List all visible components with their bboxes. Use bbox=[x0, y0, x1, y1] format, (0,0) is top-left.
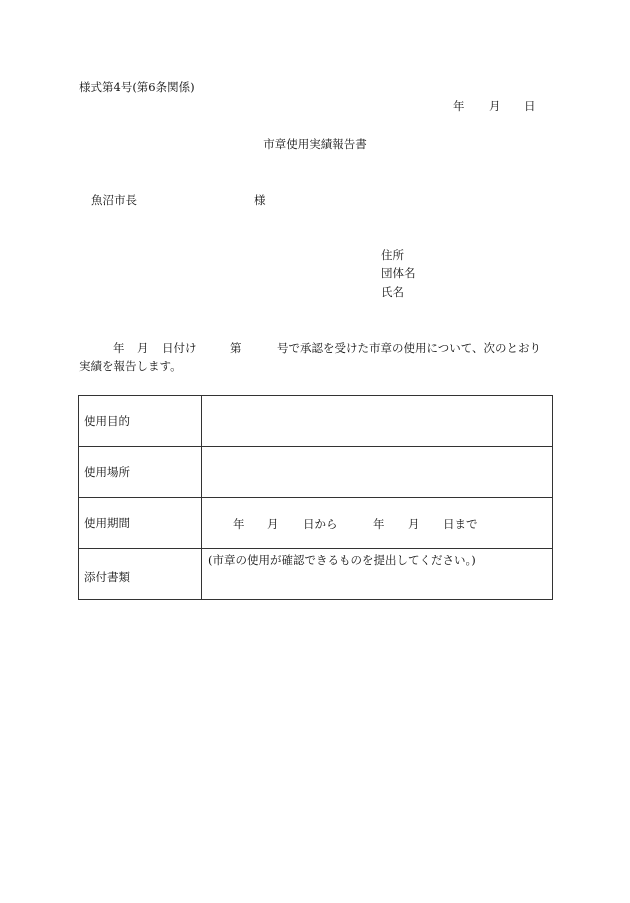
period-to-year: 年 bbox=[373, 517, 385, 531]
period-field[interactable] bbox=[202, 498, 553, 549]
period-from-year: 年 bbox=[233, 517, 245, 531]
table-row-purpose bbox=[79, 396, 553, 447]
report-statement bbox=[79, 343, 549, 357]
table-row-period bbox=[79, 498, 553, 549]
table-row-attachments bbox=[79, 549, 553, 600]
attachments-label bbox=[79, 549, 202, 600]
report-statement-text: 号で承認を受けた市章の使用について、次のとおり bbox=[277, 341, 542, 355]
applicant-address-label: 住所 bbox=[381, 248, 404, 262]
approval-number-prefix: 第 bbox=[230, 341, 242, 355]
date-month-label: 月 bbox=[489, 99, 501, 113]
purpose-label: 使用目的 bbox=[79, 396, 202, 447]
attachments-field[interactable] bbox=[202, 549, 553, 600]
recipient-city-mayor: 魚沼市長 bbox=[91, 193, 137, 207]
period-to-month: 月 bbox=[408, 517, 420, 531]
period-from-day: 日から bbox=[303, 517, 338, 531]
period-from-month: 月 bbox=[267, 517, 279, 531]
approval-month-label: 月 bbox=[137, 341, 149, 355]
attachments-note: (市章の使用が確認できるものを提出してください。) bbox=[208, 553, 476, 567]
applicant-name-label: 氏名 bbox=[381, 285, 404, 299]
date-day-label: 日 bbox=[524, 99, 536, 113]
period-to-day: 日まで bbox=[443, 517, 478, 531]
approval-year-label: 年 bbox=[113, 341, 125, 355]
form-number: 様式第4号(第6条関係) bbox=[79, 80, 195, 94]
purpose-field[interactable] bbox=[202, 396, 553, 447]
approval-day-label: 日付け bbox=[162, 341, 197, 355]
table-row-place bbox=[79, 447, 553, 498]
period-label: 使用期間 bbox=[79, 498, 202, 549]
report-statement-line2: 実績を報告します。 bbox=[79, 359, 182, 373]
attachments-label-text: 添付書類 bbox=[84, 570, 130, 584]
place-field[interactable] bbox=[202, 447, 553, 498]
document-title: 市章使用実績報告書 bbox=[263, 137, 367, 151]
report-table bbox=[78, 395, 553, 600]
place-label: 使用場所 bbox=[79, 447, 202, 498]
applicant-group-label: 団体名 bbox=[381, 266, 416, 280]
recipient-honorific: 様 bbox=[254, 193, 266, 207]
date-year-label: 年 bbox=[453, 99, 465, 113]
